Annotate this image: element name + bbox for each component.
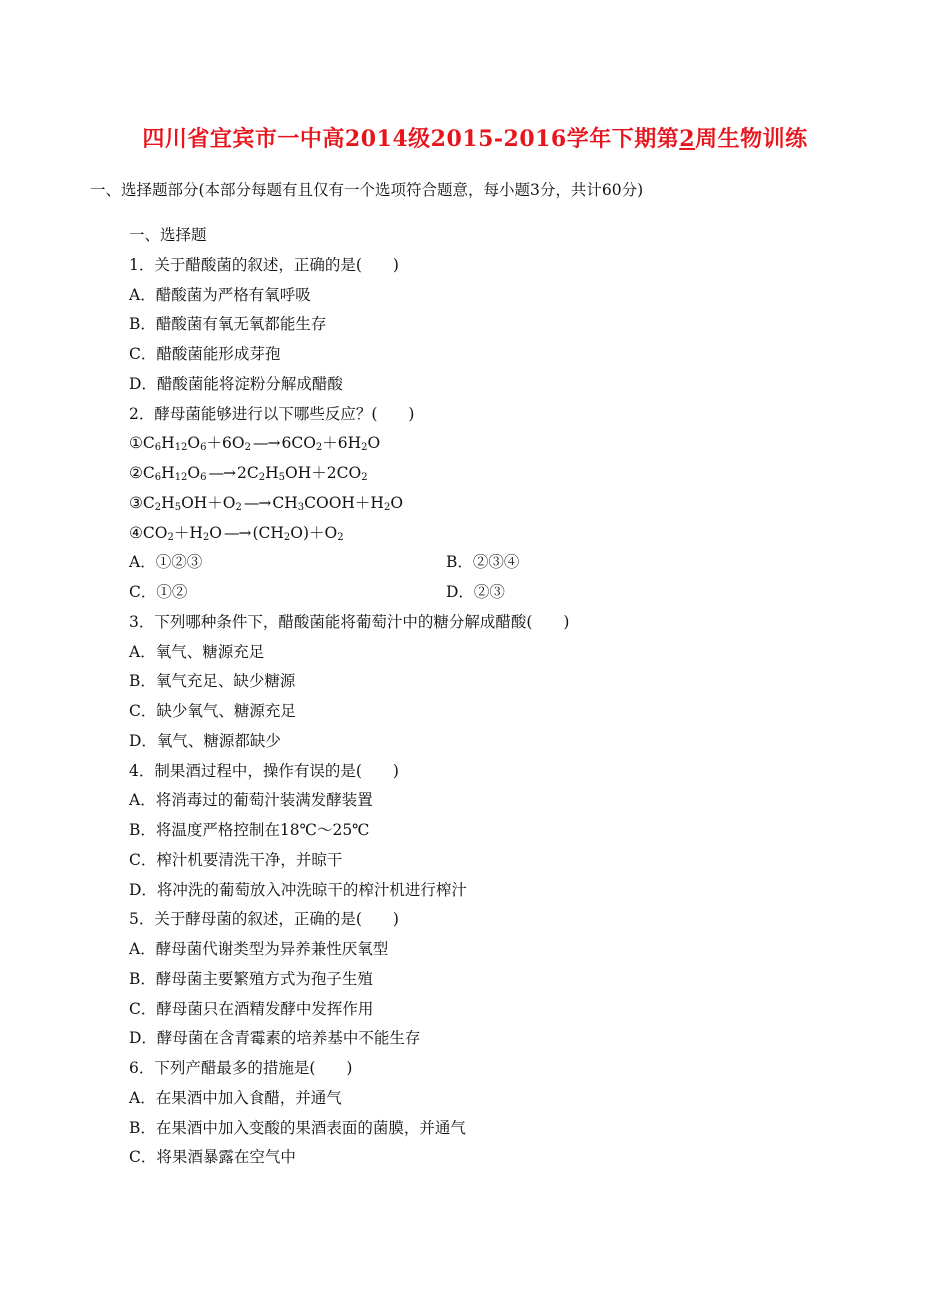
reaction-mark: ② (129, 464, 143, 482)
formula-subscript: 2 (167, 531, 174, 543)
formula-text: C (142, 434, 155, 453)
reaction-arrow-icon: —→ (252, 434, 280, 453)
formula-text: O (367, 434, 381, 453)
formula-subscript: 6 (200, 472, 207, 483)
title-prefix: 四川省宜宾市一中高2014级2015-2016学年下期第 (142, 126, 680, 152)
formula-text: O (187, 464, 201, 482)
reaction-arrow-icon: —→ (243, 493, 271, 512)
formula-text: OH＋O (181, 493, 236, 512)
q6-option-a: A．在果酒中加入食醋，并通气 (129, 1088, 342, 1107)
q6-option-b: B．在果酒中加入变酸的果酒表面的菌膜，并通气 (129, 1118, 466, 1137)
formula-text: H (161, 493, 175, 512)
q2-reaction-3 (129, 489, 869, 519)
formula-subscript: 2 (235, 501, 242, 513)
formula-subscript: 12 (174, 442, 188, 454)
q1-option-c: C．醋酸菌能形成芽孢 (129, 345, 281, 363)
formula-text: COOH＋H (304, 493, 384, 512)
formula-subscript: 2 (202, 531, 210, 543)
q5-option-c: C．酵母菌只在酒精发酵中发挥作用 (129, 999, 374, 1018)
title-suffix: 周生物训练 (695, 126, 808, 152)
formula-subscript: 2 (283, 531, 291, 543)
q2-options-row-2 (129, 578, 869, 608)
section-intro: 一、选择题部分(本部分每题有且仅有一个选项符合题意，每小题3分，共计60分) (90, 181, 644, 199)
formula-text: CO (142, 523, 168, 542)
formula-subscript: 12 (174, 472, 188, 483)
reaction-mark: ① (129, 434, 143, 453)
formula-text: CH (272, 493, 298, 512)
formula-text: ＋6O (206, 434, 245, 453)
q4-option-a: A．将消毒过的葡萄汁装满发酵装置 (129, 791, 373, 810)
formula-text: 6CO (281, 434, 316, 453)
q2-option-c: C．①② (129, 583, 188, 601)
q5-stem: 5．关于酵母菌的叙述，正确的是( ) (129, 910, 399, 929)
formula-subscript: 6 (154, 472, 162, 483)
q2-stem: 2．酵母菌能够进行以下哪些反应？( ) (129, 404, 415, 423)
formula-subscript: 2 (383, 501, 391, 513)
q3-option-a: A．氧气、糖源充足 (129, 642, 265, 661)
formula-text: (CH (252, 523, 284, 542)
q4-option-b: B．将温度严格控制在18℃～25℃ (129, 821, 370, 839)
formula-text: C (142, 493, 155, 512)
formula-text: H (265, 464, 279, 482)
q1-stem: 1．关于醋酸菌的叙述，正确的是( ) (129, 255, 399, 274)
q4-option-d: D．将冲洗的葡萄放入冲洗晾干的榨汁机进行榨汁 (129, 880, 467, 899)
q4-option-c: C．榨汁机要清洗干净，并晾干 (129, 850, 343, 869)
formula-subscript: 6 (154, 442, 162, 454)
q1-option-b: B．醋酸菌有氧无氧都能生存 (129, 315, 327, 334)
formula-text: O (209, 523, 222, 542)
formula-text: O (187, 434, 201, 453)
q3-option-b: B．氧气充足、缺少糖源 (129, 672, 296, 691)
formula-text: O)＋O (290, 523, 338, 542)
formula-subscript: 2 (244, 442, 251, 454)
formula-subscript: 2 (337, 531, 344, 543)
formula-subscript: 5 (278, 472, 286, 483)
reaction-mark: ③ (129, 493, 143, 512)
q2-options-row-1 (129, 548, 869, 578)
formula-subscript: 3 (297, 501, 305, 513)
formula-text: H (161, 464, 175, 482)
q2-option-b: B．②③④ (446, 553, 520, 572)
formula-text: 2C (237, 464, 259, 482)
q1-option-d: D．醋酸菌能将淀粉分解成醋酸 (129, 374, 343, 393)
q3-option-c: C．缺少氧气、糖源充足 (129, 702, 296, 720)
formula-text: C (142, 464, 155, 482)
formula-subscript: 2 (258, 472, 266, 483)
q2-reaction-2 (129, 459, 869, 489)
q2-reaction-1 (129, 429, 869, 459)
formula-subscript: 6 (200, 442, 207, 454)
q1-option-a: A．醋酸菌为严格有氧呼吸 (129, 285, 311, 304)
q5-option-b: B．酵母菌主要繁殖方式为孢子生殖 (129, 969, 373, 988)
title-week-number: 2 (679, 126, 696, 152)
q5-option-d: D．酵母菌在含青霉素的培养基中不能生存 (129, 1029, 421, 1048)
formula-text: OH＋2CO (285, 464, 362, 482)
q4-stem: 4．制果酒过程中，操作有误的是( ) (129, 761, 399, 780)
reaction-arrow-icon: —→ (223, 523, 251, 542)
q3-option-d: D．氧气、糖源都缺少 (129, 731, 281, 750)
formula-subscript: 2 (315, 442, 323, 454)
formula-subscript: 5 (174, 501, 182, 513)
question-list (129, 221, 869, 1173)
q3-stem: 3．下列哪种条件下，醋酸菌能将葡萄汁中的糖分解成醋酸( ) (129, 612, 570, 631)
reaction-arrow-icon: —→ (208, 464, 236, 482)
formula-text: ＋H (173, 523, 203, 542)
document-title (0, 122, 950, 153)
q6-stem: 6．下列产醋最多的措施是( ) (129, 1059, 353, 1077)
q2-option-a: A．①②③ (129, 553, 203, 572)
formula-text: O (390, 493, 404, 512)
formula-text: H (161, 434, 175, 453)
formula-subscript: 2 (361, 472, 368, 483)
q2-reaction-4 (129, 519, 869, 549)
q5-option-a: A．酵母菌代谢类型为异养兼性厌氧型 (129, 940, 389, 958)
formula-text: ＋6H (322, 434, 362, 453)
q6-option-c: C．将果酒暴露在空气中 (129, 1148, 296, 1167)
q2-option-d: D．②③ (446, 583, 505, 601)
formula-subscript: 2 (154, 501, 162, 513)
reaction-mark: ④ (129, 523, 143, 542)
formula-subscript: 2 (361, 442, 368, 454)
section-heading: 一、选择题 (129, 226, 207, 244)
